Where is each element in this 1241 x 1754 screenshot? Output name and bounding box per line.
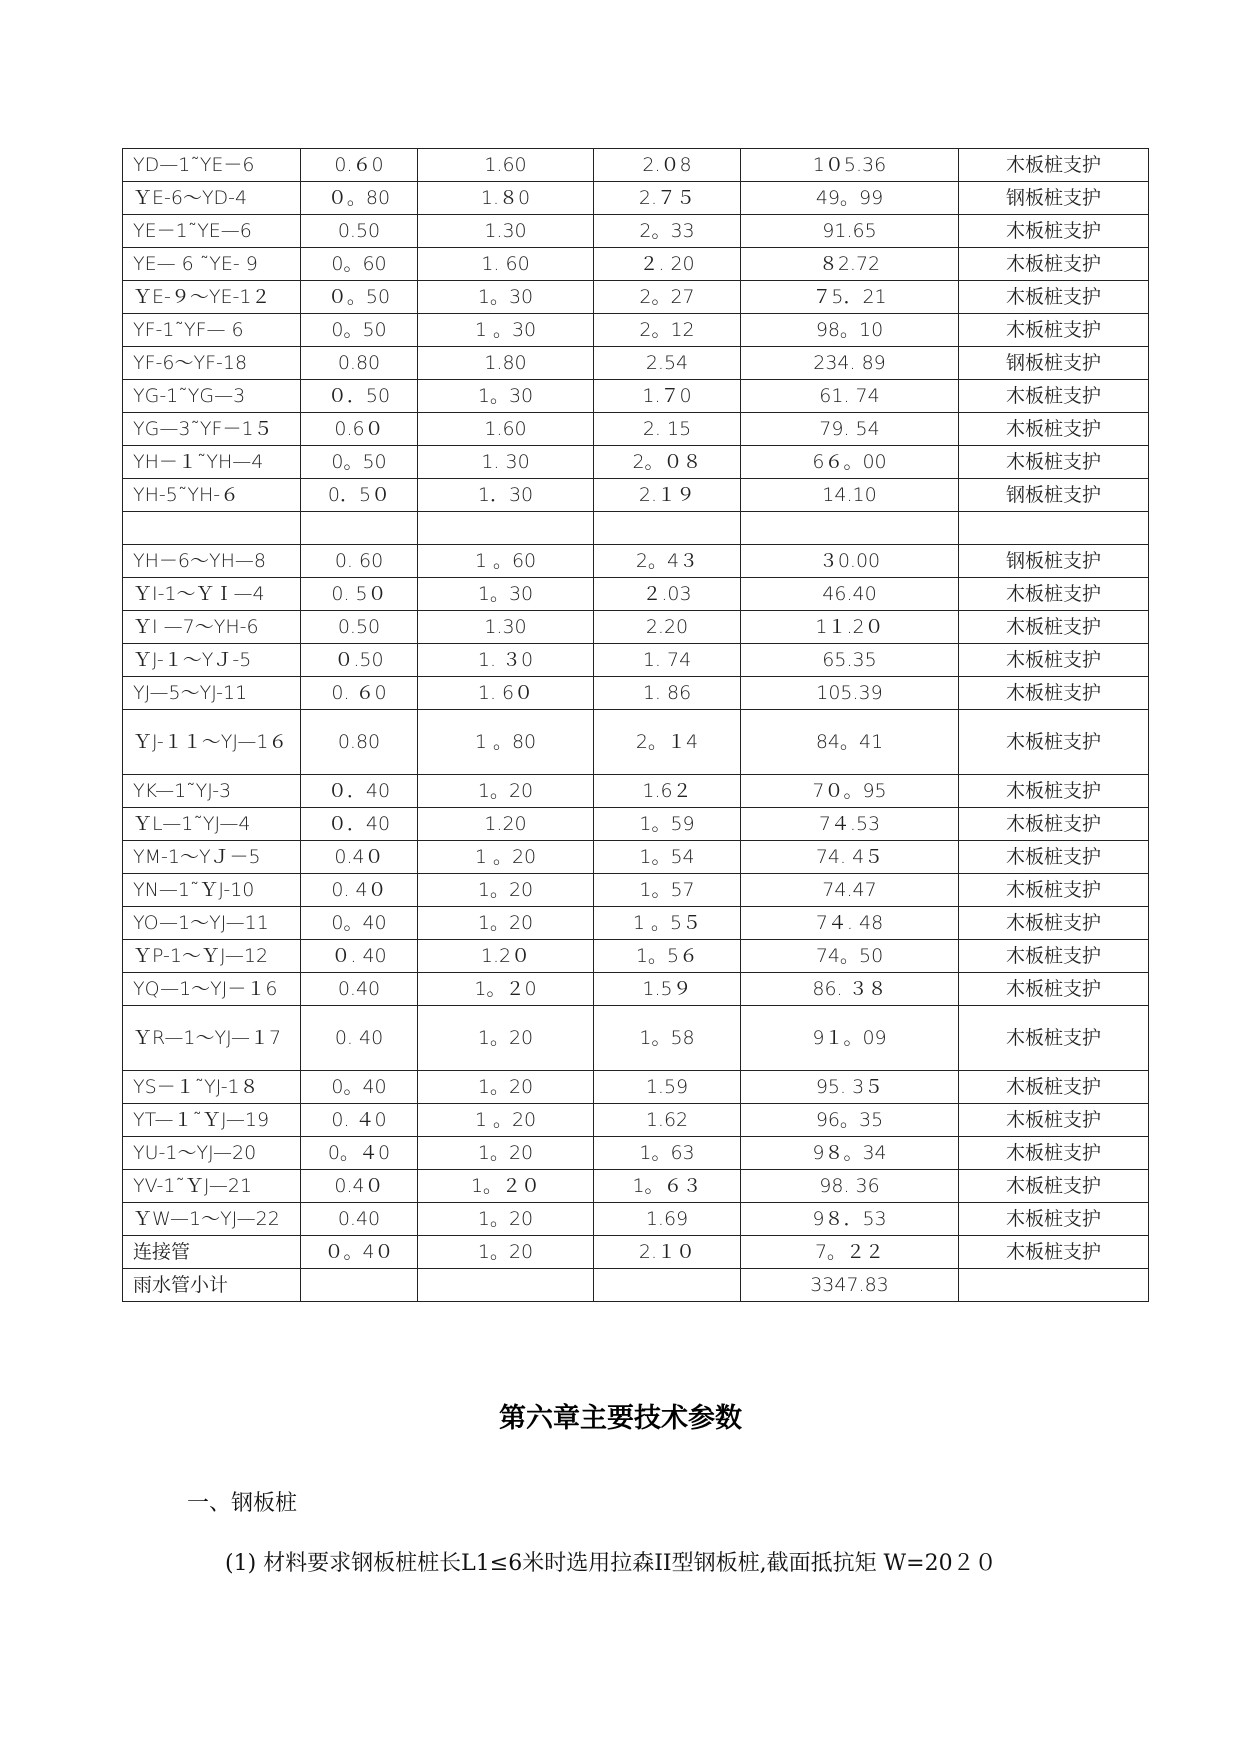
table-cell: YG—3˜YF－1５ <box>123 413 301 446</box>
table-cell: YH-5˜YH-６ <box>123 479 301 512</box>
table-cell: YF-6～YF-18 <box>123 347 301 380</box>
table-cell: 7０。95 <box>741 775 959 808</box>
table-cell: 2。4３ <box>594 545 741 578</box>
table-cell: 木板桩支护 <box>959 1137 1149 1170</box>
table-cell: YF-1˜YF— 6 <box>123 314 301 347</box>
table-cell: 74. 4５ <box>741 841 959 874</box>
table-cell: 1。20 <box>418 907 594 940</box>
table-cell: 木板桩支护 <box>959 1006 1149 1071</box>
table-row <box>123 149 1149 182</box>
table-row <box>123 545 1149 578</box>
table-cell: ７5．21 <box>741 281 959 314</box>
table-cell: YE－1˜YE—6 <box>123 215 301 248</box>
table-cell: 49。99 <box>741 182 959 215</box>
table-cell: ０．50 <box>301 380 418 413</box>
table-cell <box>123 512 301 545</box>
table-row <box>123 611 1149 644</box>
table-cell: 2。１4 <box>594 710 741 775</box>
table-row <box>123 775 1149 808</box>
table-cell <box>418 1269 594 1302</box>
table-cell: 0.50 <box>301 215 418 248</box>
table-cell: ＹJ-１～YＪ-5 <box>123 644 301 677</box>
table-row <box>123 380 1149 413</box>
table-cell: 14.10 <box>741 479 959 512</box>
table-cell: 1.20 <box>418 808 594 841</box>
table-cell: 2。27 <box>594 281 741 314</box>
table-cell: 钢板桩支护 <box>959 479 1149 512</box>
table-cell: 0.80 <box>301 710 418 775</box>
table-cell: 79. 54 <box>741 413 959 446</box>
table-cell: YM-1～YＪ－5 <box>123 841 301 874</box>
table-cell <box>959 1269 1149 1302</box>
table-cell: 木板桩支护 <box>959 281 1149 314</box>
table-cell: 1.60 <box>418 413 594 446</box>
table-row <box>123 1006 1149 1071</box>
table-cell: 木板桩支护 <box>959 808 1149 841</box>
table-cell <box>418 512 594 545</box>
table-cell: ＹW—1～YJ—22 <box>123 1203 301 1236</box>
table-cell: 2.１９ <box>594 479 741 512</box>
table-cell: 0.40 <box>301 1203 418 1236</box>
table-cell: 1０5.36 <box>741 149 959 182</box>
table-cell: 0. ６0 <box>301 677 418 710</box>
table-cell: 1１.2０ <box>741 611 959 644</box>
table-cell: 木板桩支护 <box>959 940 1149 973</box>
table-cell: 1 。20 <box>418 841 594 874</box>
table-cell: 98。10 <box>741 314 959 347</box>
table-cell: 木板桩支护 <box>959 874 1149 907</box>
table-cell: YE— 6 ˜YE- 9 <box>123 248 301 281</box>
table-cell: 3347.83 <box>741 1269 959 1302</box>
table-cell: 0。60 <box>301 248 418 281</box>
table-cell: 9８。34 <box>741 1137 959 1170</box>
table-cell: 钢板桩支护 <box>959 347 1149 380</box>
table-cell: 98. 36 <box>741 1170 959 1203</box>
table-row <box>123 281 1149 314</box>
table-row <box>123 1236 1149 1269</box>
table-cell: 234. 89 <box>741 347 959 380</box>
table-cell: 木板桩支护 <box>959 380 1149 413</box>
table-cell: YV-1˜ＹJ—21 <box>123 1170 301 1203</box>
table-row <box>123 710 1149 775</box>
table-row <box>123 314 1149 347</box>
pipe-support-table <box>122 148 1149 1302</box>
table-cell: 0. 40 <box>301 1006 418 1071</box>
table-cell: 1。58 <box>594 1006 741 1071</box>
table-cell: 1。20 <box>418 874 594 907</box>
table-body <box>123 149 1149 1302</box>
table-cell: 1.60 <box>418 149 594 182</box>
table-row <box>123 907 1149 940</box>
table-row <box>123 578 1149 611</box>
table-row <box>123 808 1149 841</box>
table-row <box>123 1203 1149 1236</box>
table-cell: 74。50 <box>741 940 959 973</box>
table-cell: 1 。60 <box>418 545 594 578</box>
section-title: 一、钢板桩 <box>187 1491 298 1516</box>
table-row <box>123 677 1149 710</box>
table-cell: 1。20 <box>418 1203 594 1236</box>
table-cell: 1 。80 <box>418 710 594 775</box>
chapter-heading: 第六章主要技术参数 <box>499 1403 742 1434</box>
table-cell: YH－6～YH—8 <box>123 545 301 578</box>
table-cell: YS－１˜YJ-1８ <box>123 1071 301 1104</box>
table-cell: 木板桩支护 <box>959 215 1149 248</box>
table-cell: 1。5６ <box>594 940 741 973</box>
table-cell: YG-1˜YG—3 <box>123 380 301 413</box>
table-cell: ０．40 <box>301 775 418 808</box>
table-cell: ０。80 <box>301 182 418 215</box>
table-row <box>123 1071 1149 1104</box>
table-cell: ＹI —7～YH-6 <box>123 611 301 644</box>
table-cell: 95. 3５ <box>741 1071 959 1104</box>
table-cell: 9１。09 <box>741 1006 959 1071</box>
table-row <box>123 512 1149 545</box>
table-cell <box>594 1269 741 1302</box>
table-cell: 木板桩支护 <box>959 775 1149 808</box>
table-cell: 1 。30 <box>418 314 594 347</box>
table-cell: 96。35 <box>741 1104 959 1137</box>
table-row <box>123 644 1149 677</box>
table-cell: 0.６0 <box>301 149 418 182</box>
table-cell: 2.20 <box>594 611 741 644</box>
table-cell: 1.７0 <box>594 380 741 413</box>
table-cell: 0. 60 <box>301 545 418 578</box>
table-row <box>123 973 1149 1006</box>
table-cell: 1.5９ <box>594 973 741 1006</box>
table-cell: 0。40 <box>301 907 418 940</box>
table-row <box>123 1269 1149 1302</box>
table-cell: 1。54 <box>594 841 741 874</box>
table-cell: 0.50 <box>301 611 418 644</box>
table-cell: 0.40 <box>301 973 418 1006</box>
table-cell: 1.80 <box>418 347 594 380</box>
table-cell: 1。20 <box>418 1006 594 1071</box>
paragraph-text: (1) 材料要求钢板桩桩长L1≤6米时选用拉森II型钢板桩,截面抵抗矩 W=20２０ <box>225 1551 997 1576</box>
table-cell: 0。50 <box>301 446 418 479</box>
table-row <box>123 446 1149 479</box>
table-cell: 0。40 <box>301 1071 418 1104</box>
table-row <box>123 215 1149 248</box>
table-cell: 1。57 <box>594 874 741 907</box>
table-cell: 木板桩支护 <box>959 677 1149 710</box>
table-cell: 木板桩支护 <box>959 907 1149 940</box>
table-cell: 1.30 <box>418 611 594 644</box>
table-cell: YO—1～YJ—11 <box>123 907 301 940</box>
table-cell: 木板桩支护 <box>959 578 1149 611</box>
table-row <box>123 841 1149 874</box>
table-cell: 1. 30 <box>418 446 594 479</box>
table-cell: YJ—5～YJ-11 <box>123 677 301 710</box>
table-cell: 木板桩支护 <box>959 710 1149 775</box>
table-cell: 61. 74 <box>741 380 959 413</box>
table-cell: 0。50 <box>301 314 418 347</box>
table-cell: 1.2０ <box>418 940 594 973</box>
table-cell: YN—1˜ＹJ-10 <box>123 874 301 907</box>
table-cell: 木板桩支护 <box>959 314 1149 347</box>
table-cell: ０. 40 <box>301 940 418 973</box>
table-cell: ３0.00 <box>741 545 959 578</box>
table-cell: 木板桩支护 <box>959 1071 1149 1104</box>
table-cell <box>301 512 418 545</box>
table-cell: 2.０8 <box>594 149 741 182</box>
table-cell: 2.１０ <box>594 1236 741 1269</box>
table-cell: 木板桩支护 <box>959 446 1149 479</box>
table-cell: YT—１˜ＹJ—19 <box>123 1104 301 1137</box>
table-row <box>123 347 1149 380</box>
table-cell: 0.4０ <box>301 841 418 874</box>
table-cell: YK—1˜YJ-3 <box>123 775 301 808</box>
table-cell: 2.54 <box>594 347 741 380</box>
table-cell: 1。63 <box>594 1137 741 1170</box>
table-cell: 连接管 <box>123 1236 301 1269</box>
table-cell: 84。41 <box>741 710 959 775</box>
table-row <box>123 413 1149 446</box>
table-cell: ０。50 <box>301 281 418 314</box>
table-cell: ＹP-1～ＹJ—12 <box>123 940 301 973</box>
table-row <box>123 1137 1149 1170</box>
table-cell: 0. 5０ <box>301 578 418 611</box>
table-cell: ＹE-９～YE-1２ <box>123 281 301 314</box>
table-row <box>123 1104 1149 1137</box>
table-cell: ０.50 <box>301 644 418 677</box>
table-cell: ＹI-1～ＹＩ—4 <box>123 578 301 611</box>
table-cell: 1.62 <box>594 1104 741 1137</box>
table-cell: 1. 60 <box>418 248 594 281</box>
table-cell: 7４.53 <box>741 808 959 841</box>
table-cell: 1。30 <box>418 380 594 413</box>
table-cell: 木板桩支护 <box>959 1203 1149 1236</box>
table-cell: 1。２０ <box>418 1170 594 1203</box>
table-cell: 1。20 <box>418 1236 594 1269</box>
table-cell: 1. ３0 <box>418 644 594 677</box>
table-cell: 86. ３８ <box>741 973 959 1006</box>
table-cell: 雨水管小计 <box>123 1269 301 1302</box>
table-cell: 木板桩支护 <box>959 644 1149 677</box>
table-cell: 0.6０ <box>301 413 418 446</box>
table-cell: 74.47 <box>741 874 959 907</box>
table-cell: ２.03 <box>594 578 741 611</box>
table-row <box>123 248 1149 281</box>
table-cell: YH－１˜YH—4 <box>123 446 301 479</box>
table-cell: 木板桩支护 <box>959 1104 1149 1137</box>
table-cell: 1.８0 <box>418 182 594 215</box>
table-cell: 7。２２ <box>741 1236 959 1269</box>
table-cell: 钢板桩支护 <box>959 182 1149 215</box>
table-cell: 2。12 <box>594 314 741 347</box>
table-cell: 46.40 <box>741 578 959 611</box>
table-cell: 1.69 <box>594 1203 741 1236</box>
table-cell: 木板桩支护 <box>959 973 1149 1006</box>
table-cell: 0。４0 <box>301 1137 418 1170</box>
table-cell: 1 。20 <box>418 1104 594 1137</box>
table-cell: 9８．53 <box>741 1203 959 1236</box>
table-cell: ＹL—1˜YJ—4 <box>123 808 301 841</box>
table-cell: 木板桩支护 <box>959 1236 1149 1269</box>
table-cell: YD—1˜YE－6 <box>123 149 301 182</box>
table-cell: 1. 86 <box>594 677 741 710</box>
table-cell: 1。30 <box>418 281 594 314</box>
table-row <box>123 479 1149 512</box>
table-cell: 6６。00 <box>741 446 959 479</box>
table-cell <box>301 1269 418 1302</box>
table-cell: 1.59 <box>594 1071 741 1104</box>
table-cell: 木板桩支护 <box>959 248 1149 281</box>
table-cell: 1.6２ <box>594 775 741 808</box>
table-cell: 1．30 <box>418 479 594 512</box>
table-cell: 木板桩支护 <box>959 413 1149 446</box>
table-cell: 木板桩支护 <box>959 1170 1149 1203</box>
table-cell: 木板桩支护 <box>959 149 1149 182</box>
table-cell: 1. 6０ <box>418 677 594 710</box>
table-cell: ２. 20 <box>594 248 741 281</box>
table-cell <box>959 512 1149 545</box>
table-cell: ８2.72 <box>741 248 959 281</box>
table-cell: 1。20 <box>418 775 594 808</box>
table-cell: ０。4０ <box>301 1236 418 1269</box>
table-cell: 0. ４0 <box>301 1104 418 1137</box>
table-cell: ＹJ-１１～YJ—1６ <box>123 710 301 775</box>
table-row <box>123 940 1149 973</box>
table-cell <box>594 512 741 545</box>
table-cell: 1。30 <box>418 578 594 611</box>
table-cell: 2。０８ <box>594 446 741 479</box>
table-cell <box>741 512 959 545</box>
table-cell: 105.39 <box>741 677 959 710</box>
table-cell: 1。２0 <box>418 973 594 1006</box>
table-cell: ＹR—1～YJ—１7 <box>123 1006 301 1071</box>
table-cell: 65.35 <box>741 644 959 677</box>
table-cell: 钢板桩支护 <box>959 545 1149 578</box>
table-cell: 0.4０ <box>301 1170 418 1203</box>
table-cell: 1 。5５ <box>594 907 741 940</box>
table-cell: 1。59 <box>594 808 741 841</box>
table-cell: YQ—1～YJ－１6 <box>123 973 301 1006</box>
table-cell: 7４. 48 <box>741 907 959 940</box>
table-cell: 1.30 <box>418 215 594 248</box>
table-cell: 木板桩支护 <box>959 841 1149 874</box>
table-cell: 1。20 <box>418 1071 594 1104</box>
table-cell: 1。20 <box>418 1137 594 1170</box>
table-row <box>123 182 1149 215</box>
table-cell: 1。６３ <box>594 1170 741 1203</box>
table-cell: ０．40 <box>301 808 418 841</box>
table-row <box>123 874 1149 907</box>
table-cell: 0.80 <box>301 347 418 380</box>
table-cell: 0．5０ <box>301 479 418 512</box>
table-cell: 91.65 <box>741 215 959 248</box>
table-row <box>123 1170 1149 1203</box>
table-cell: 1. 74 <box>594 644 741 677</box>
table-cell: 0. 4０ <box>301 874 418 907</box>
table-cell: 2.７５ <box>594 182 741 215</box>
table-cell: 2。33 <box>594 215 741 248</box>
table-cell: 木板桩支护 <box>959 611 1149 644</box>
table-cell: 2. 15 <box>594 413 741 446</box>
table-cell: ＹE-6～YD-4 <box>123 182 301 215</box>
table-cell: YU-1～YJ—20 <box>123 1137 301 1170</box>
